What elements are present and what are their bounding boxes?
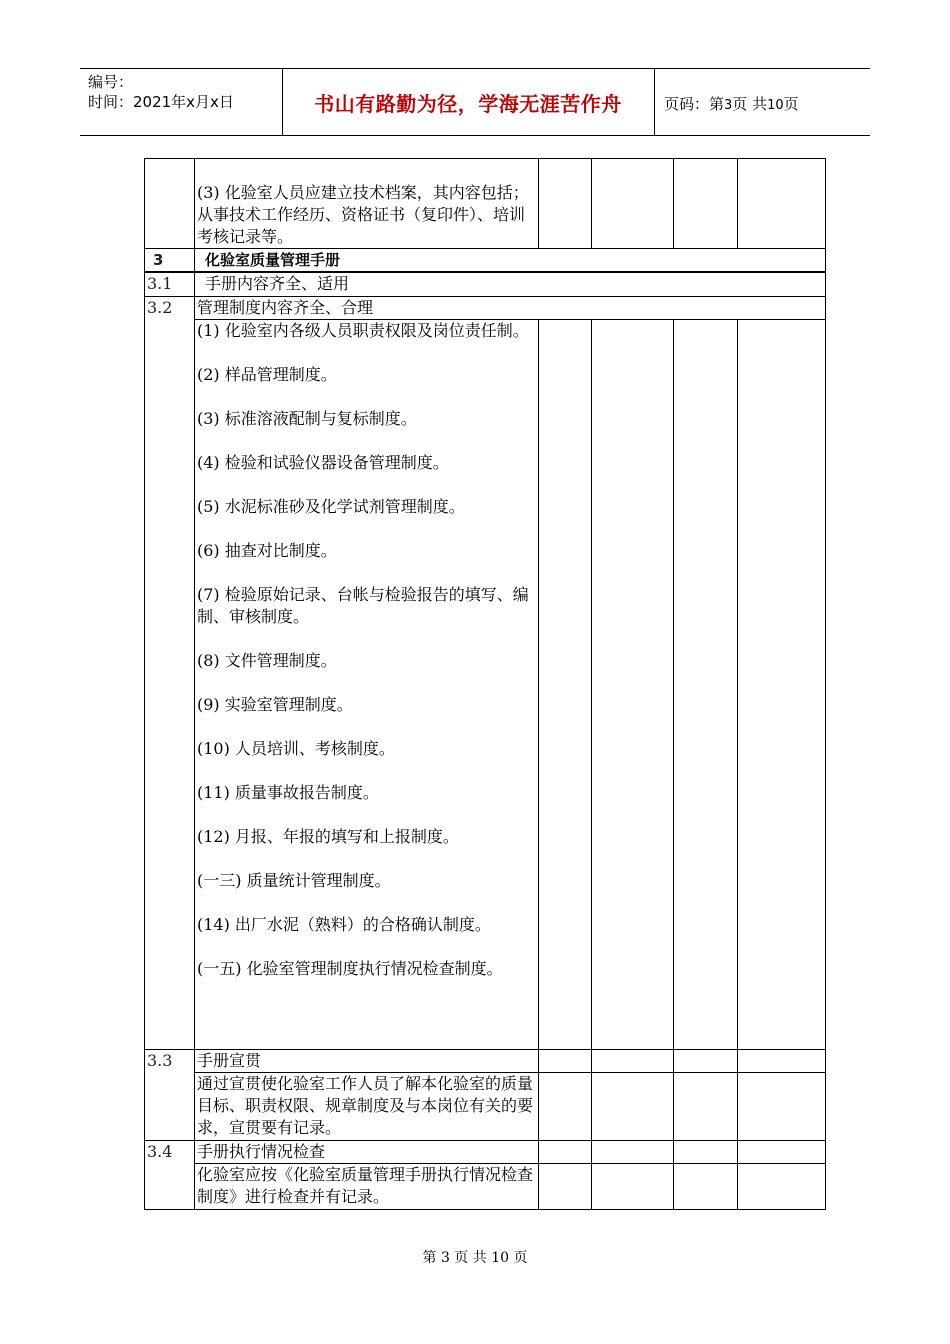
check-cell[interactable] [592,1072,674,1140]
item-number: 3.4 [145,1140,195,1209]
check-cell[interactable] [674,1049,738,1072]
check-cell[interactable] [674,1163,738,1209]
item-number: 3.1 [145,272,195,296]
page-total: 10 [767,98,784,113]
page-suffix: 页 [783,95,799,113]
list-item: (一五) 化验室管理制度执行情况检查制度。 [197,958,503,978]
check-cell[interactable] [738,319,826,1049]
list-item: (4) 检验和试验仪器设备管理制度。 [197,452,449,472]
check-cell[interactable] [592,1140,674,1163]
list-item: (一三) 质量统计管理制度。 [197,870,391,890]
header-meta [88,72,234,112]
list-item: (7) 检验原始记录、台帐与检验报告的填写、编制、审核制度。 [197,584,529,626]
list-item: (2) 样品管理制度。 [197,364,337,384]
page-mid: 页 共 [732,95,768,113]
list-item: (12) 月报、年报的填写和上报制度。 [197,826,459,846]
header-top-rule [80,68,870,69]
table-row [145,319,826,1049]
list-item: (8) 文件管理制度。 [197,650,337,670]
table-row [145,1140,826,1163]
check-cell[interactable] [539,1163,592,1209]
check-cell[interactable] [592,1163,674,1209]
list-item: (10) 人员培训、考核制度。 [197,738,395,758]
list-item: (9) 实验室管理制度。 [197,694,353,714]
table-row [145,1049,826,1072]
table-row [145,159,826,249]
list-item: (3) 标准溶液配制与复标制度。 [197,408,417,428]
item-text: 管理制度内容齐全、合理 [195,296,826,319]
item-number: 3.3 [145,1049,195,1140]
check-cell[interactable] [738,159,826,249]
check-cell[interactable] [738,1140,826,1163]
item-list [195,319,539,1049]
list-item: (5) 水泥标准砂及化学试剂管理制度。 [197,496,465,516]
check-cell[interactable] [738,1049,826,1072]
check-cell[interactable] [674,319,738,1049]
list-item: (6) 抽查对比制度。 [197,540,337,560]
list-item: (14) 出厂水泥（熟料）的合格确认制度。 [197,914,491,934]
check-cell[interactable] [592,1049,674,1072]
item-text: 通过宣贯使化验室工作人员了解本化验室的质量目标、职责权限、规章制度及与本岗位有关的要求，宣贯要有记录。 [195,1072,539,1140]
header-bottom-rule [80,135,870,136]
check-cell[interactable] [592,159,674,249]
page-number: 3 [724,98,733,113]
check-cell[interactable] [738,1163,826,1209]
check-cell[interactable] [674,1140,738,1163]
item-text: 手册宣贯 [195,1049,539,1072]
item-number-cell [145,159,195,249]
check-cell[interactable] [539,319,592,1049]
item-text: (3) 化验室人员应建立技术档案，其内容包括；从事技术工作经历、资格证书（复印件）、培训考核记录等。 [195,159,539,249]
header-motto: 书山有路勤为径，学海无涯苦作舟 [314,92,622,116]
item-text: 化验室应按《化验室质量管理手册执行情况检查制度》进行检查并有记录。 [195,1163,539,1209]
check-cell[interactable] [539,1140,592,1163]
list-item: (1) 化验室内各级人员职责权限及岗位责任制。 [197,320,529,340]
table-row [145,296,826,319]
header-page-info [664,93,799,114]
table-row [145,272,826,296]
time-label: 时间：2021年x月x日 [88,93,234,111]
inspection-table [144,158,825,1210]
check-cell[interactable] [539,159,592,249]
page-footer: 第 3 页 共 10 页 [422,1250,528,1266]
page-prefix: 页码：第 [664,95,725,113]
table-row [145,1072,826,1140]
check-cell[interactable] [539,1072,592,1140]
list-item: (11) 质量事故报告制度。 [197,782,379,802]
section-number: 3 [145,249,195,273]
section-title: 化验室质量管理手册 [195,249,826,273]
section-header-row [145,249,826,273]
check-cell[interactable] [674,1072,738,1140]
check-cell[interactable] [738,1072,826,1140]
code-label: 编号： [88,73,134,91]
check-cell[interactable] [674,159,738,249]
item-number: 3.2 [145,296,195,1049]
check-cell[interactable] [592,319,674,1049]
table-row [145,1163,826,1209]
header-divider [654,68,655,135]
item-text: 手册内容齐全、适用 [195,272,826,296]
check-cell[interactable] [539,1049,592,1072]
item-text: 手册执行情况检查 [195,1140,539,1163]
